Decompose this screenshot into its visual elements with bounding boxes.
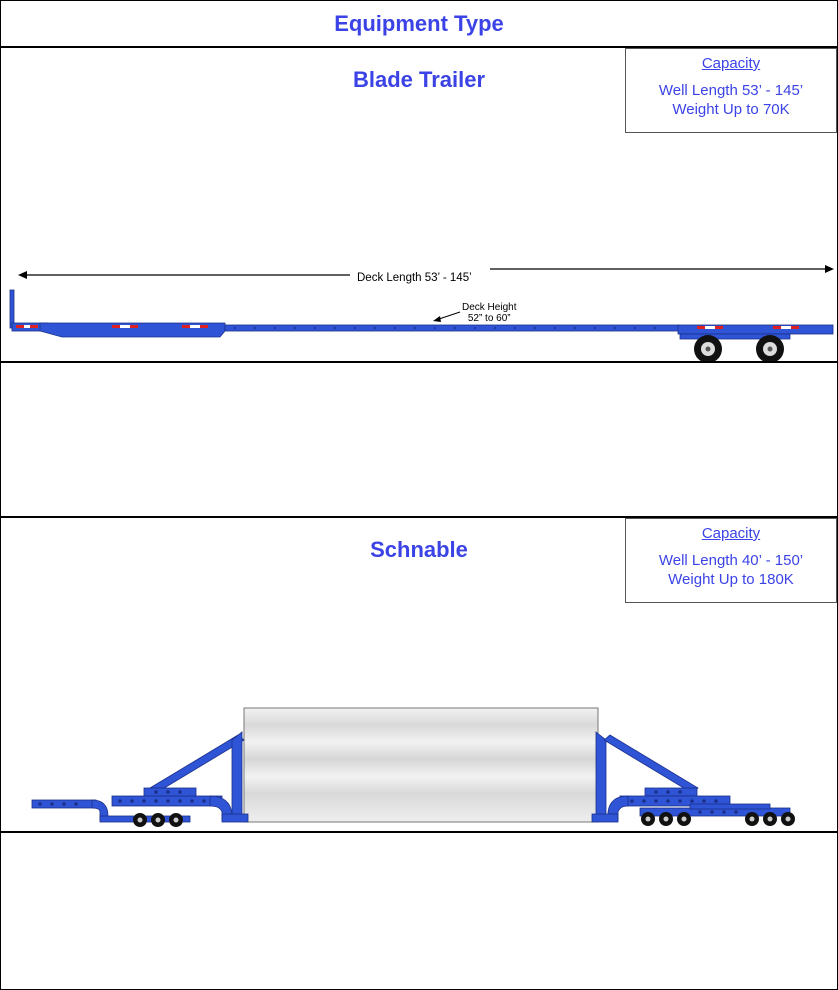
page-title: Equipment Type <box>334 11 504 36</box>
schnable-drawing <box>0 700 838 850</box>
capacity-box-schnable <box>625 518 837 603</box>
schnable-rear-unit <box>592 732 790 822</box>
weight-text: Weight Up to 180K <box>668 571 794 588</box>
weight-text: Weight Up to 70K <box>672 101 790 118</box>
section-title-blade-trailer: Blade Trailer <box>352 67 486 92</box>
deck-length-label: Deck Length 53’ - 145’ <box>357 272 472 284</box>
schnable-front-unit <box>32 732 248 822</box>
blade-trailer-drawing <box>0 285 838 365</box>
capacity-box-blade-trailer <box>625 48 837 133</box>
capacity-heading[interactable]: Capacity <box>701 55 761 72</box>
well-length-text: Well Length 53’ - 145’ <box>658 82 804 99</box>
deck-height-value: 52” to 60” <box>467 313 511 324</box>
divider <box>0 361 838 363</box>
cargo-load <box>244 708 598 822</box>
page-header <box>0 0 838 48</box>
front-wheels <box>133 813 183 827</box>
divider <box>0 831 838 833</box>
deck-height-title: Deck Height <box>462 302 517 313</box>
well-length-text: Well Length 40’ - 150’ <box>658 552 804 569</box>
capacity-heading[interactable]: Capacity <box>701 525 761 542</box>
section-title-schnable: Schnable <box>370 537 468 562</box>
